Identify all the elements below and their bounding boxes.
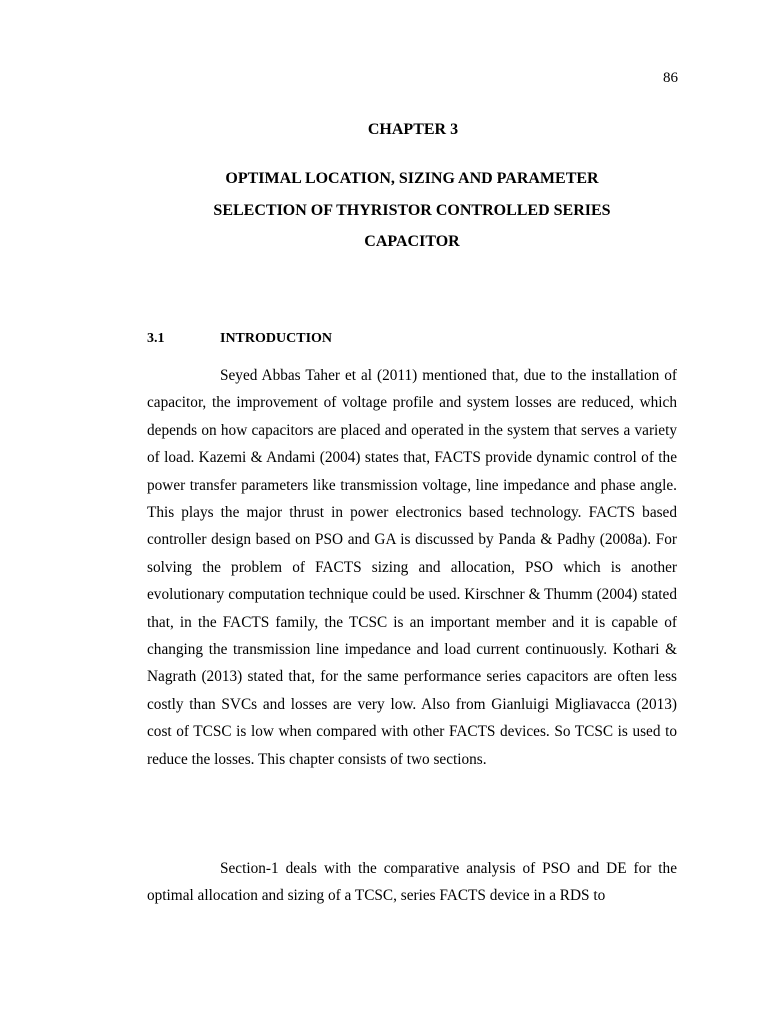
paragraph: Section-1 deals with the comparative analysis of PSO and DE for the optimal allocation and sizing of a TCSC, series FACTS device in a RDS to xyxy=(147,860,677,905)
page-number: 86 xyxy=(663,70,678,86)
paragraph: Seyed Abbas Taher et al (2011) mentioned that, due to the installation of capacitor, the improvement of voltage profile and system losses are reduced, which depends on how capacitors are placed and operated in the system that serves a variety of load. Kazemi & Andami (2004) states that, FACTS provide dynamic control of the power transfer parameters like transmission voltage, line impedance and phase angle. This plays the major thrust in power electronics based technology. FACTS based controller design based on PSO and GA is discussed by Panda & Padhy (2008a). For solving the problem of FACTS sizing and allocation, PSO which is another evolutionary computation technique could be used. Kirschner & Thumm (2004) stated that, in the FACTS family, the TCSC is an important member and it is capable of changing the transmission line impedance and load current continuously. Kothari & Nagrath (2013) stated that, for the same performance series capacitors are often less costly than SVCs and losses are very low. Also from Gianluigi Migliavacca (2013) cost of TCSC is low when compared with other FACTS devices. So TCSC is used to reduce the losses. This chapter consists of two sections. xyxy=(147,367,677,768)
section-number: 3.1 xyxy=(147,331,165,346)
chapter-label: CHAPTER 3 xyxy=(367,121,459,138)
chapter-title: OPTIMAL LOCATION, SIZING AND PARAMETER SELECTION OF THYRISTOR CONTROLLED SERIES CAPACITOR xyxy=(213,170,611,250)
section-title: INTRODUCTION xyxy=(220,331,333,346)
section-heading xyxy=(147,331,332,347)
